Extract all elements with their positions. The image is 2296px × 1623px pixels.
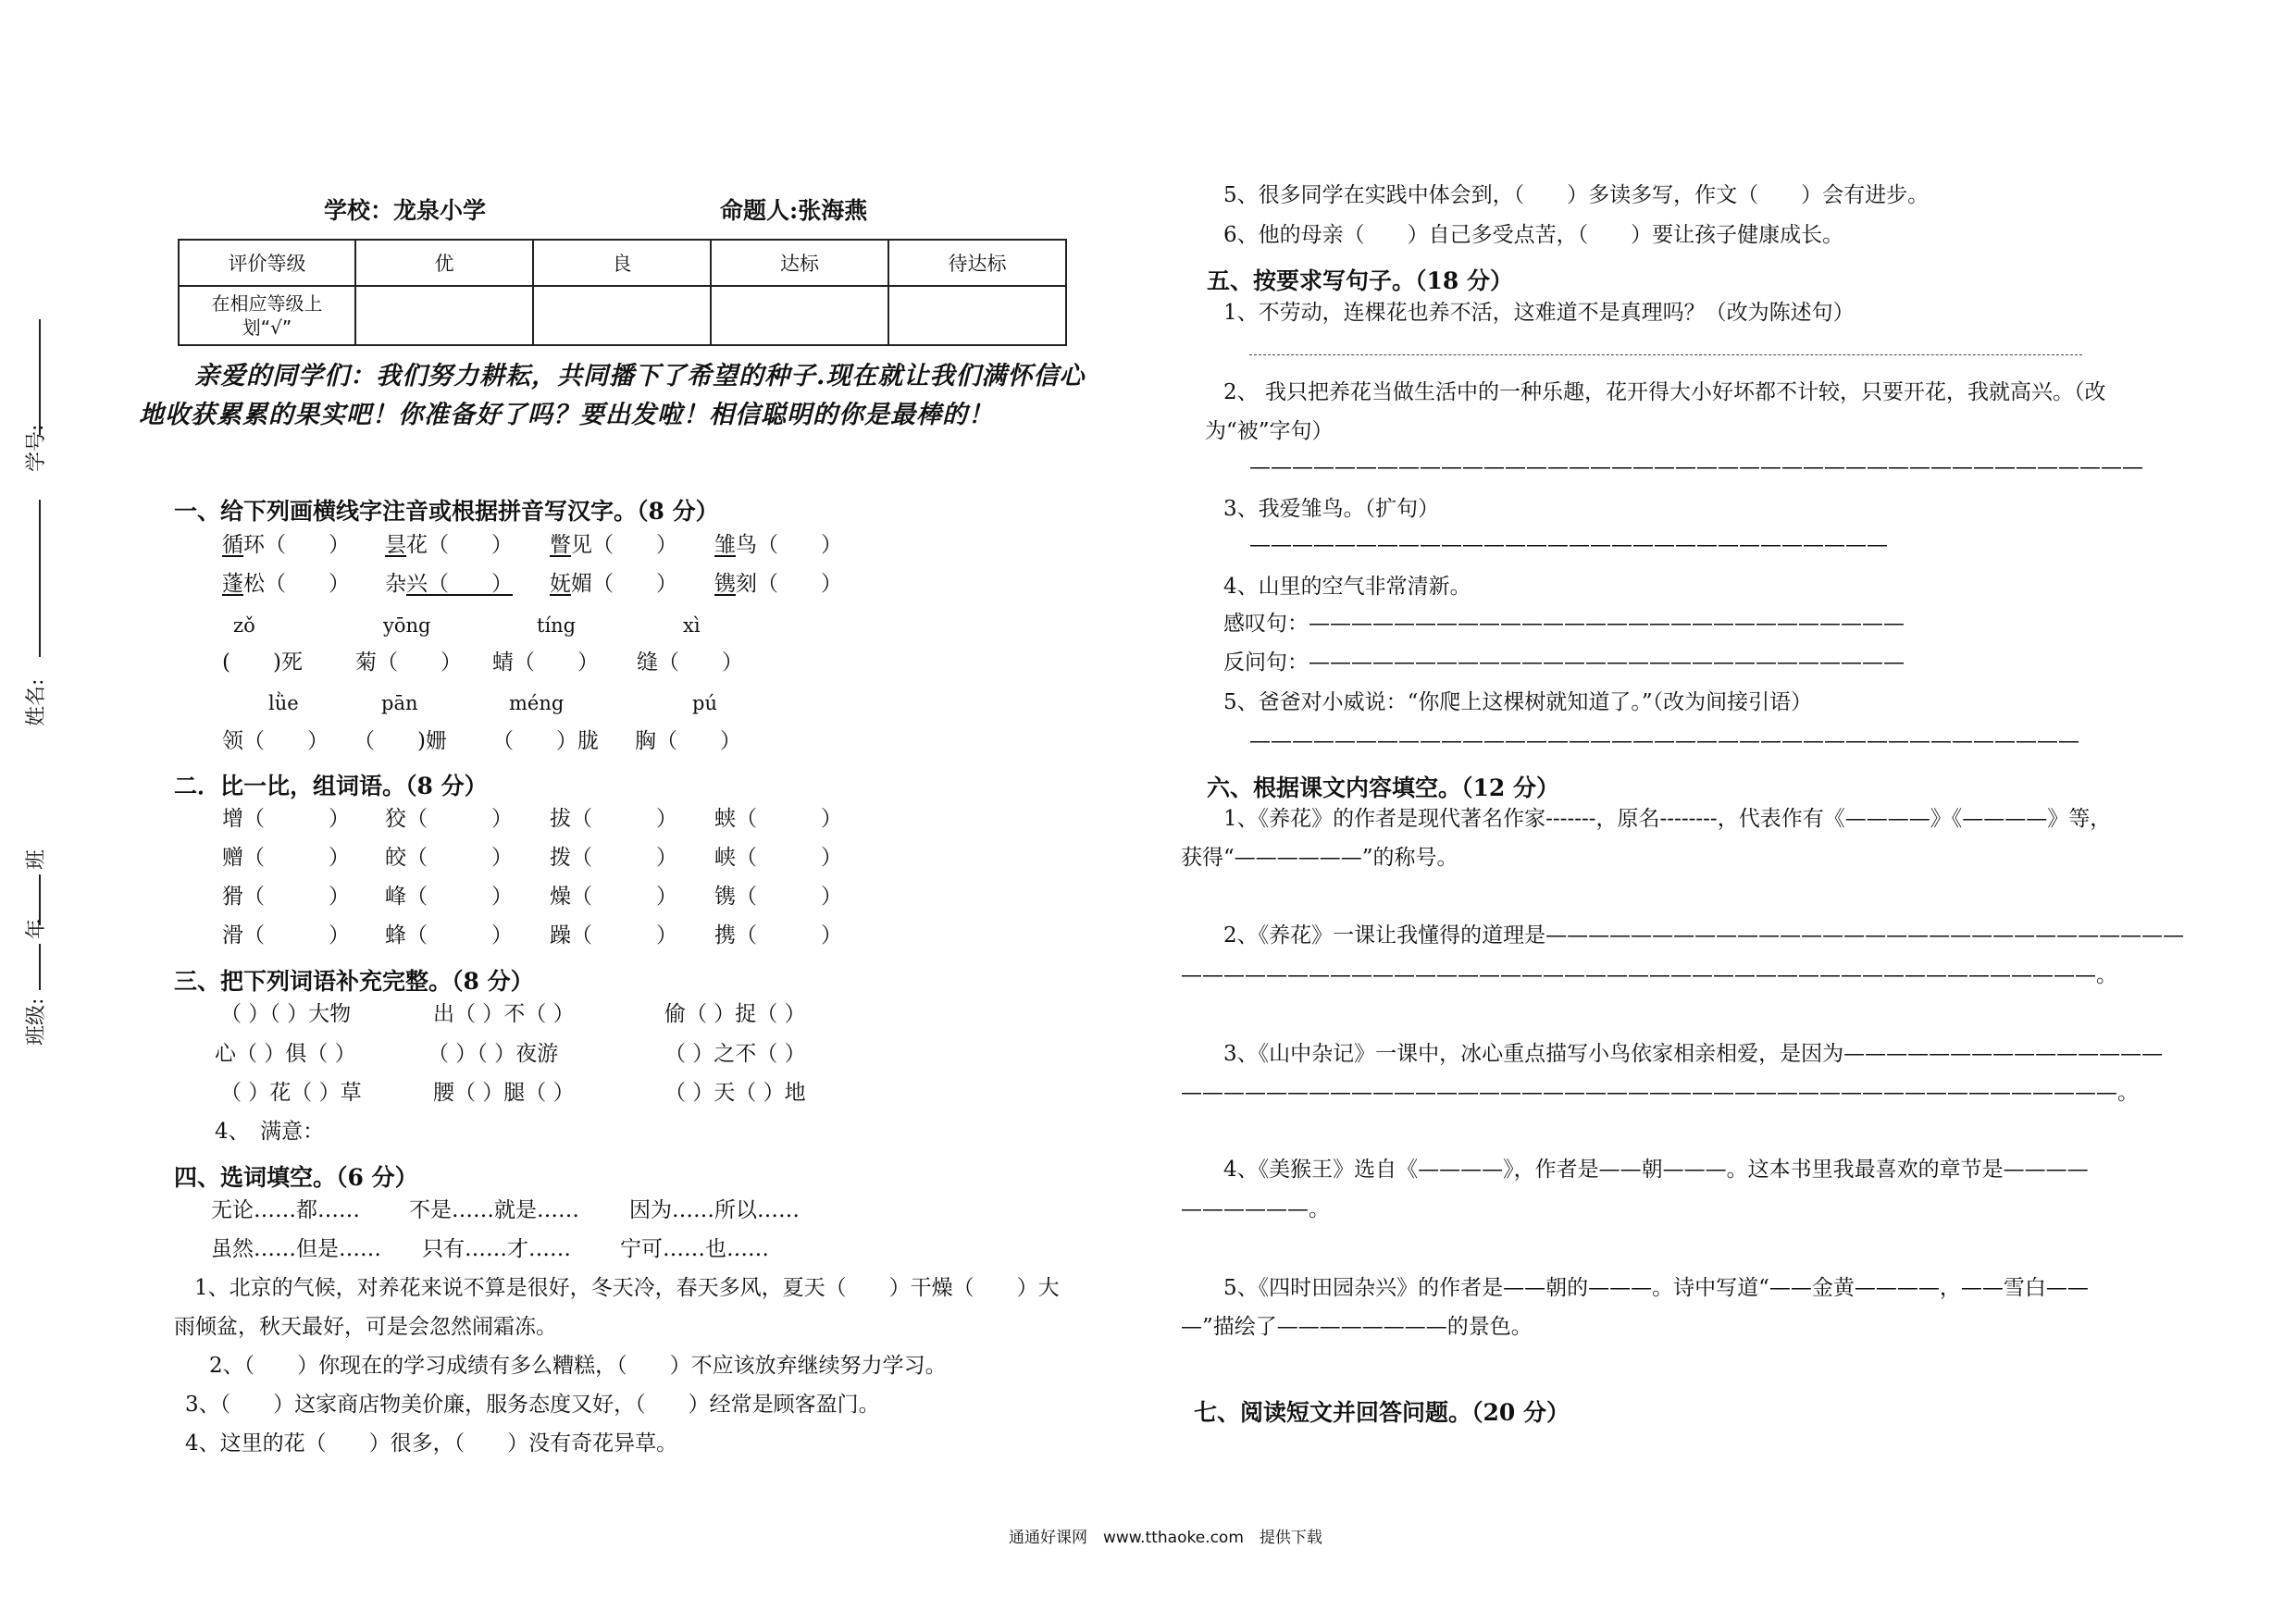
name-line bbox=[39, 500, 41, 657]
s1-item bbox=[714, 535, 842, 556]
s1-item: 胸（ ） bbox=[635, 729, 741, 753]
s3-item: 出（ ）不（ ） bbox=[433, 1002, 575, 1026]
underlined-char: 瞥 bbox=[550, 533, 571, 557]
s2-item: 携（ ） bbox=[714, 923, 842, 948]
s3-item: （ ）之不（ ） bbox=[664, 1042, 806, 1066]
s4-question-1b: 雨倾盆，秋天最好，可是会忽然闹霜冻。 bbox=[174, 1315, 557, 1339]
word-choice: 虽然……但是…… bbox=[211, 1237, 381, 1261]
s1-item bbox=[222, 535, 350, 556]
word-choice: 不是……就是…… bbox=[409, 1198, 579, 1222]
word-choice: 只有……才…… bbox=[422, 1237, 571, 1261]
s1-item-text: 鸟（ ） bbox=[736, 533, 842, 557]
grade-header: 良 bbox=[533, 240, 711, 286]
pinyin: zǒ bbox=[233, 614, 255, 637]
s1-item: 菊（ ） bbox=[355, 650, 462, 675]
s2-item: 燥（ ） bbox=[550, 885, 677, 909]
pinyin: méng bbox=[509, 692, 565, 714]
s1-item-text: 见（ ） bbox=[571, 533, 677, 557]
pinyin: xì bbox=[683, 614, 701, 637]
grade-row-label: 在相应等级上划“√” bbox=[179, 286, 355, 345]
s1-item bbox=[385, 535, 513, 556]
s1-item: ( )死 bbox=[222, 650, 303, 675]
answer-line[interactable]: —————————————————————————————— bbox=[1249, 533, 1888, 557]
s3-item-4: 4、 满意： bbox=[215, 1120, 325, 1144]
s1-item bbox=[550, 574, 677, 595]
rhetorical-line[interactable]: 反问句：———————————————————————————— bbox=[1223, 650, 1905, 675]
pinyin: pān bbox=[381, 692, 418, 714]
s6-question-5b: —”描绘了————————的景色。 bbox=[1181, 1315, 1533, 1339]
s2-item: 峡（ ） bbox=[714, 846, 842, 870]
word-choice: 宁可……也…… bbox=[620, 1237, 769, 1261]
grade-cell[interactable] bbox=[533, 286, 711, 345]
s4-question-6: 6、他的母亲（ ）自己多受点苦，（ ）要让孩子健康成长。 bbox=[1223, 223, 1844, 247]
pinyin: tíng bbox=[537, 614, 577, 637]
s1-item-text: 刻（ ） bbox=[736, 572, 842, 596]
s2-item: 猾（ ） bbox=[222, 885, 350, 909]
grade-cell[interactable] bbox=[711, 286, 888, 345]
s6-question-4a: 4、《美猴王》选自《————》，作者是——朝———。这本书里我最喜欢的章节是———— bbox=[1223, 1158, 2089, 1182]
s1-item-text: 媚（ ） bbox=[571, 572, 677, 596]
s2-item: 镌（ ） bbox=[714, 885, 842, 909]
answer-line[interactable] bbox=[1249, 354, 2082, 356]
student-name-label: 姓名: bbox=[25, 678, 48, 726]
s4-question-5: 5、很多同学在实践中体会到，（ ）多读多写，作文（ ）会有进步。 bbox=[1223, 183, 1930, 207]
s1-item: （ ）胧 bbox=[492, 729, 599, 753]
answer-line[interactable]: —————————————————————————————————————————— bbox=[1249, 455, 2143, 479]
s6-question-3a: 3、《山中杂记》一课中，冰心重点描写小鸟依家相亲相爱，是因为——————————————— bbox=[1223, 1042, 2164, 1066]
intro-line-2: 地收获累累的果实吧！你准备好了吗？要出发啦！相信聪明的你是最棒的！ bbox=[139, 401, 994, 429]
grade-header: 优 bbox=[355, 240, 533, 286]
class1-label: 班级: bbox=[25, 997, 48, 1046]
s6-question-3b: ————————————————————————————————————————————。 bbox=[1181, 1081, 2139, 1105]
class2-line bbox=[39, 874, 41, 925]
word-choice: 无论……都…… bbox=[211, 1198, 360, 1222]
intro-line-1: 亲爱的同学们：我们努力耕耘，共同播下了希望的种子.现在就让我们满怀信心 bbox=[194, 362, 1086, 390]
pinyin: yōng bbox=[383, 614, 431, 637]
s2-item: 拨（ ） bbox=[550, 846, 677, 870]
s3-item: 偷（ ）捉（ ） bbox=[664, 1002, 806, 1026]
underlined-char: 妩 bbox=[550, 572, 571, 596]
s1-item: 缝（ ） bbox=[637, 650, 743, 675]
s5-question-2a: 2、 我只把养花当做生活中的一种乐趣，花开得大小好坏都不计较，只要开花，我就高兴。（改 bbox=[1223, 380, 2106, 404]
s6-question-1a: 1、《养花》的作者是现代著名作家-------，原名--------，代表作有《————》《————》等， bbox=[1223, 807, 2112, 831]
s1-item-text: 环（ ） bbox=[243, 533, 350, 557]
s6-question-2b: ———————————————————————————————————————————。 bbox=[1181, 963, 2117, 987]
underlined-char: 循 bbox=[222, 533, 243, 557]
pinyin: lǜe bbox=[268, 692, 299, 714]
grade-cell[interactable] bbox=[355, 286, 533, 345]
underlined-char: 蓬 bbox=[222, 572, 243, 596]
s6-question-1b: 获得“——————”的称号。 bbox=[1181, 846, 1458, 870]
s5-question-4: 4、山里的空气非常清新。 bbox=[1223, 575, 1471, 599]
id-line bbox=[39, 319, 41, 435]
s3-item: （ ）天（ ）地 bbox=[664, 1081, 806, 1105]
s2-item: 峰（ ） bbox=[385, 885, 513, 909]
s3-item: （ ）（ ）夜游 bbox=[428, 1042, 559, 1066]
grade-table bbox=[178, 239, 1067, 346]
s3-item: （ ）（ ）大物 bbox=[220, 1002, 352, 1026]
word-choice: 因为……所以…… bbox=[629, 1198, 800, 1222]
section-3-title: 三、把下列词语补充完整。（8 分） bbox=[174, 968, 534, 995]
s3-item: 腰（ ）腿（ ） bbox=[433, 1081, 575, 1105]
s2-item: 蜂（ ） bbox=[385, 923, 513, 948]
author-label: 命题人:张海燕 bbox=[720, 197, 868, 224]
underlined-char: 昙 bbox=[385, 533, 406, 557]
s1-item bbox=[714, 574, 842, 595]
year-label: 年 bbox=[25, 918, 48, 939]
s5-question-1: 1、不劳动，连棵花也养不活，这难道不是真理吗？（改为陈述句） bbox=[1223, 301, 1855, 325]
year-line bbox=[39, 944, 41, 990]
s2-item: 滑（ ） bbox=[222, 923, 350, 948]
answer-line[interactable]: ——————————————————————————————————————— bbox=[1249, 729, 2079, 753]
section-6-title: 六、根据课文内容填空。（12 分） bbox=[1207, 774, 1559, 801]
underlined-char: 雏 bbox=[714, 533, 736, 557]
s2-item: 皎（ ） bbox=[385, 846, 513, 870]
s1-item bbox=[550, 535, 677, 556]
s1-item bbox=[222, 574, 350, 595]
footer: 通通好课网 www.tthaoke.com 提供下载 bbox=[1009, 1529, 1322, 1547]
grade-header: 达标 bbox=[711, 240, 888, 286]
s3-item: 心（ ）俱（ ） bbox=[215, 1042, 356, 1066]
s1-item bbox=[385, 574, 513, 595]
underlined-char: 镌 bbox=[714, 572, 736, 596]
s4-question-1a: 1、北京的气候，对养花来说不算是很好，冬天冷，春天多风，夏天（ ）干燥（ ）大 bbox=[194, 1276, 1060, 1300]
s1-item: 领（ ） bbox=[222, 729, 329, 753]
grade-cell[interactable] bbox=[888, 286, 1066, 345]
s5-question-2b: 为“被”字句） bbox=[1205, 419, 1334, 443]
s2-item: 拔（ ） bbox=[550, 807, 677, 831]
section-1-title: 一、给下列画横线字注音或根据拼音写汉字。（8 分） bbox=[174, 498, 719, 525]
underlined-char: 兴（ ） bbox=[406, 572, 513, 596]
s1-item-text: 杂 bbox=[385, 572, 406, 596]
class2-label: 班 bbox=[25, 849, 48, 870]
section-4-title: 四、选词填空。（6 分） bbox=[174, 1164, 418, 1191]
s2-item: 躁（ ） bbox=[550, 923, 677, 948]
s3-item: （ ）花（ ）草 bbox=[220, 1081, 362, 1105]
s4-question-3: 3、（ ）这家商店物美价廉，服务态度又好，（ ）经常是顾客盈门。 bbox=[185, 1393, 880, 1417]
s1-item: 蜻（ ） bbox=[492, 650, 599, 675]
student-id-label: 学号: bbox=[25, 424, 48, 472]
s4-question-2: 2、（ ）你现在的学习成绩有多么糟糕，（ ）不应该放弃继续努力学习。 bbox=[209, 1354, 947, 1378]
pinyin: pú bbox=[692, 692, 717, 714]
school-label: 学校：龙泉小学 bbox=[324, 197, 487, 224]
s6-question-4b: ——————。 bbox=[1181, 1197, 1330, 1221]
section-7-title: 七、阅读短文并回答问题。（20 分） bbox=[1194, 1399, 1570, 1426]
s2-item: 赠（ ） bbox=[222, 846, 350, 870]
grade-header: 评价等级 bbox=[179, 240, 355, 286]
s4-question-4: 4、这里的花（ ）很多，（ ）没有奇花异草。 bbox=[185, 1431, 678, 1456]
s5-question-5: 5、爸爸对小威说：“你爬上这棵树就知道了。”（改为间接引语） bbox=[1223, 690, 1813, 714]
s6-question-5a: 5、《四时田园杂兴》的作者是——朝的———。诗中写道“——金黄————，——雪白—— bbox=[1223, 1276, 2089, 1300]
s2-item: 蛱（ ） bbox=[714, 807, 842, 831]
s1-item-text: 松（ ） bbox=[243, 572, 350, 596]
grade-header: 待达标 bbox=[888, 240, 1066, 286]
section-2-title: 二．比一比，组词语。（8 分） bbox=[174, 773, 488, 799]
s1-item: （ )姗 bbox=[354, 729, 447, 753]
section-5-title: 五、按要求写句子。（18 分） bbox=[1207, 267, 1513, 294]
s6-question-2a: 2、《养花》一课让我懂得的道理是—————————————————————————————— bbox=[1223, 923, 2185, 948]
s5-question-3: 3、我爱雏鸟。（扩句） bbox=[1223, 497, 1440, 521]
s2-item: 狡（ ） bbox=[385, 807, 513, 831]
s2-item: 增（ ） bbox=[222, 807, 350, 831]
exclamation-line[interactable]: 感叹句：———————————————————————————— bbox=[1223, 612, 1905, 636]
s1-item-text: 花（ ） bbox=[406, 533, 513, 557]
